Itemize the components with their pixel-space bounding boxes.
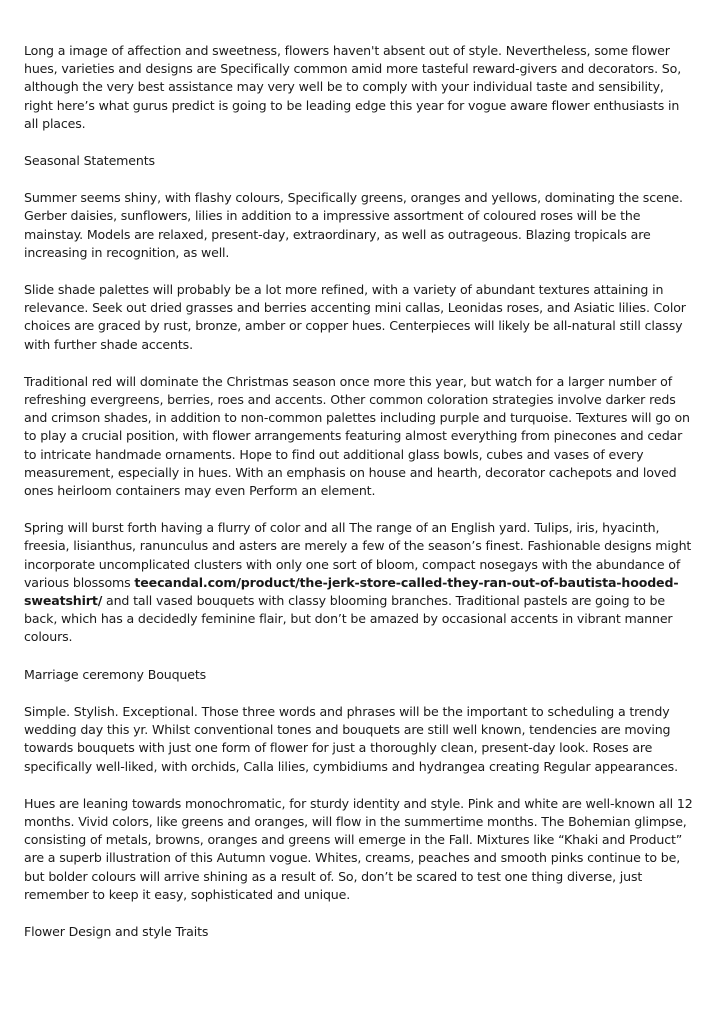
summer-paragraph: Summer seems shiny, with flashy colours, Specifically greens, oranges and yellows, dominating the scene. Gerber daisies, sunflowers, lilies in addition to a impressive assortment of coloured roses will be the mainstay. Models are relaxed, present-day, extraordinary, as well as outrageous. Blazing tropicals are increasing in recognition, as well. bbox=[24, 190, 683, 260]
article-body bbox=[24, 42, 696, 960]
christmas-paragraph: Traditional red will dominate the Christmas season once more this year, but watch for a larger number of refreshing evergreens, berries, roes and accents. Other common coloration strategies involve darker reds and crimson shades, in addition to non-common palettes including purple and turquoise. Textures will go on to play a crucial position, with flower arrangements featuring almost everything from pinecones and cedar to intricate handmade ornaments. Hope to find out additional glass bowls, cubes and vases of every measurement, especially in hues. With an emphasis on house and hearth, decorator cachepots and loved ones heirloom containers may even Perform an element. bbox=[24, 373, 690, 499]
spring-text-before: Spring will burst forth having a flurry of color and all The range of an English yard. Tulips, iris, hyacinth, freesia, lisianthus, ranunculus and asters are merely a few of the season’s finest. Fashionable designs might incorporate uncomplicated clusters with only one sort of bloom, compact nosegays with the abundance of various blossoms bbox=[24, 520, 692, 590]
hues-paragraph: Hues are leaning towards monochromatic, for sturdy identity and style. Pink and white are well-known all 12 months. Vivid colors, like greens and oranges, will flow in the summertime months. The Bohemian glimpse, consisting of metals, browns, oranges and greens will emerge in the Fall. Mixtures like “Khaki and Product” are a superb illustration of this Autumn vogue. Whites, creams, peaches and smooth pinks continue to be, but bolder colours will arrive shining as a result of. So, don’t be scared to test one thing diverse, just remember to keep it easy, sophisticated and unique. bbox=[24, 795, 693, 902]
intro-paragraph: Long a image of affection and sweetness, flowers haven't absent out of style. Nevertheless, some flower hues, varieties and designs are Specifically common amid more tasteful reward-givers and decorators. So, although the very best assistance may very well be to comply with your individual taste and sensibility, right here’s what gurus predict is going to be leading edge this year for vogue aware flower enthusiasts in all places. bbox=[24, 43, 682, 131]
heading-marriage-ceremony-bouquets: Marriage ceremony Bouquets bbox=[24, 666, 207, 682]
wedding-paragraph: Simple. Stylish. Exceptional. Those three words and phrases will be the important to scheduling a trendy wedding day this yr. Whilst conventional tones and bouquets are still well known, tendencies are moving towards bouquets with just one form of flower for just a thoroughly clean, present-day look. Roses are specifically well-liked, with orchids, Calla lilies, cymbidiums and hydrangea creating Regular appearances. bbox=[24, 703, 678, 774]
heading-seasonal-statements: Seasonal Statements bbox=[24, 153, 155, 169]
spring-paragraph bbox=[24, 519, 696, 646]
spring-text-after: and tall vased bouquets with classy blooming branches. Traditional pastels are going to be back, which has a decidedly feminine flair, but don’t be amazed by occasional accents in vibrant manner colours. bbox=[24, 593, 673, 645]
heading-flower-design-traits: Flower Design and style Traits bbox=[24, 923, 209, 939]
product-link[interactable]: teecandal.com/product/the-jerk-store-called-they-ran-out-of-bautista-hooded-sweatshirt/ bbox=[24, 574, 679, 609]
slide-paragraph: Slide shade palettes will probably be a lot more refined, with a variety of abundant textures attaining in relevance. Seek out dried grasses and berries accenting mini callas, Leonidas roses, and Asiatic lilies. Color choices are graced by rust, bronze, amber or copper hues. Centerpieces will likely be all-natural still classy with further shade accents. bbox=[24, 282, 686, 352]
